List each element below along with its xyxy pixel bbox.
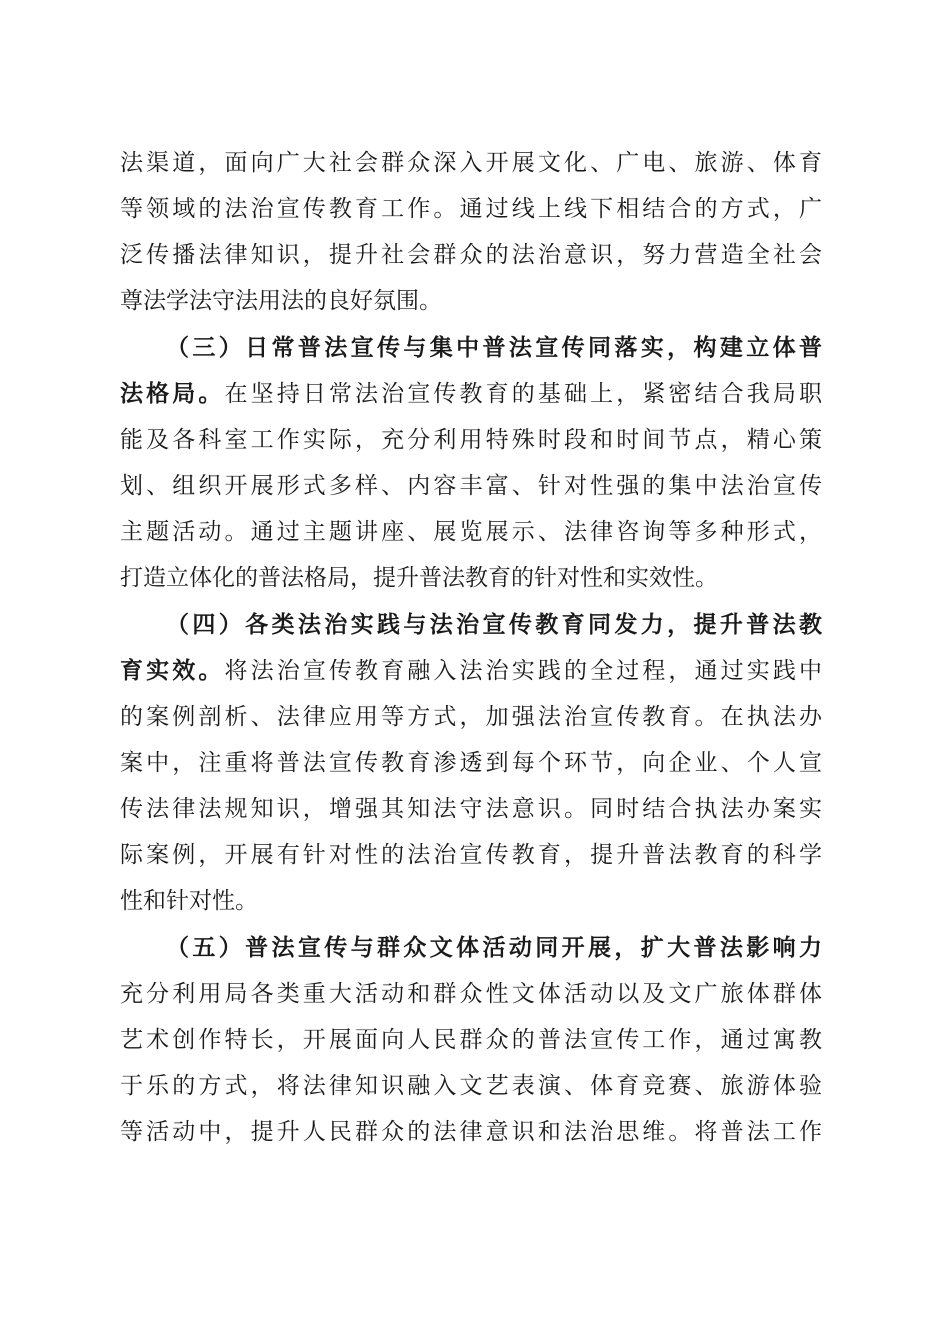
text-line [120,374,822,414]
line-text: 传法律法规知识，增强其知法守法意识。同时结合执法办案实 [120,796,822,822]
line-text: 主题活动。通过主题讲座、展览展示、法律咨询等多种形式， [120,519,822,545]
line-text: 法渠道，面向广大社会群众深入开展文化、广电、旅游、体育 [120,150,822,176]
text-line [120,743,822,783]
section-heading-line [166,605,822,645]
text-line [120,558,822,598]
line-text: 于乐的方式，将法律知识融入文艺表演、体育竞赛、旅游体验 [120,1073,822,1099]
text-line [120,512,822,552]
text-line [120,189,822,229]
line-text: 际案例，开展有针对性的法治宣传教育，提升普法教育的科学 [120,842,822,868]
text-line [120,835,822,875]
line-text: 充分利用局各类重大活动和群众性文体活动以及文广旅体群体 [120,981,822,1007]
line-heading: 法格局。 [120,380,225,407]
line-text: 案中，注重将普法宣传教育渗透到每个环节，向企业、个人宣 [120,750,822,776]
text-line [120,789,822,829]
text-line [120,420,822,460]
line-text: 的案例剖析、法律应用等方式，加强法治宣传教育。在执法办 [120,704,822,730]
line-text: 泛传播法律知识，提升社会群众的法治意识，努力营造全社会 [120,242,822,268]
text-line [120,235,822,275]
section-heading-line [166,328,822,368]
text-line [120,1066,822,1106]
line-text: 将法治宣传教育融入法治实践的全过程，通过实践中 [224,658,823,684]
line-heading: （三）日常普法宣传与集中普法宣传同落实，构建立体普 [166,334,822,361]
line-text: 等活动中，提升人民群众的法律意识和法治思维。将普法工作 [120,1119,822,1145]
text-line [120,466,822,506]
text-line [120,143,822,183]
line-heading: 育实效。 [120,657,225,684]
text-line [120,697,822,737]
line-text: 划、组织开展形式多样、内容丰富、针对性强的集中法治宣传 [120,473,822,499]
text-line [120,881,822,921]
line-heading: （四）各类法治实践与法治宣传教育同发力，提升普法教 [166,611,822,638]
line-text: 性和针对性。 [120,888,258,914]
text-line [120,974,822,1014]
text-line [120,1020,822,1060]
line-heading: （五）普法宣传与群众文体活动同开展，扩大普法影响力 [166,934,822,961]
line-text: 等领域的法治宣传教育工作。通过线上线下相结合的方式，广 [120,196,822,222]
section-heading-line [166,928,822,968]
line-text: 艺术创作特长，开展面向人民群众的普法宣传工作，通过寓教 [120,1027,822,1053]
line-text: 尊法学法守法用法的良好氛围。 [120,288,442,314]
line-text: 打造立体化的普法格局，提升普法教育的针对性和实效性。 [120,565,718,591]
line-text: 能及各科室工作实际，充分利用特殊时段和时间节点，精心策 [120,427,822,453]
line-text: 在坚持日常法治宣传教育的基础上，紧密结合我局职 [224,381,823,407]
text-line [120,1112,822,1152]
text-line [120,651,822,691]
text-line [120,281,822,321]
